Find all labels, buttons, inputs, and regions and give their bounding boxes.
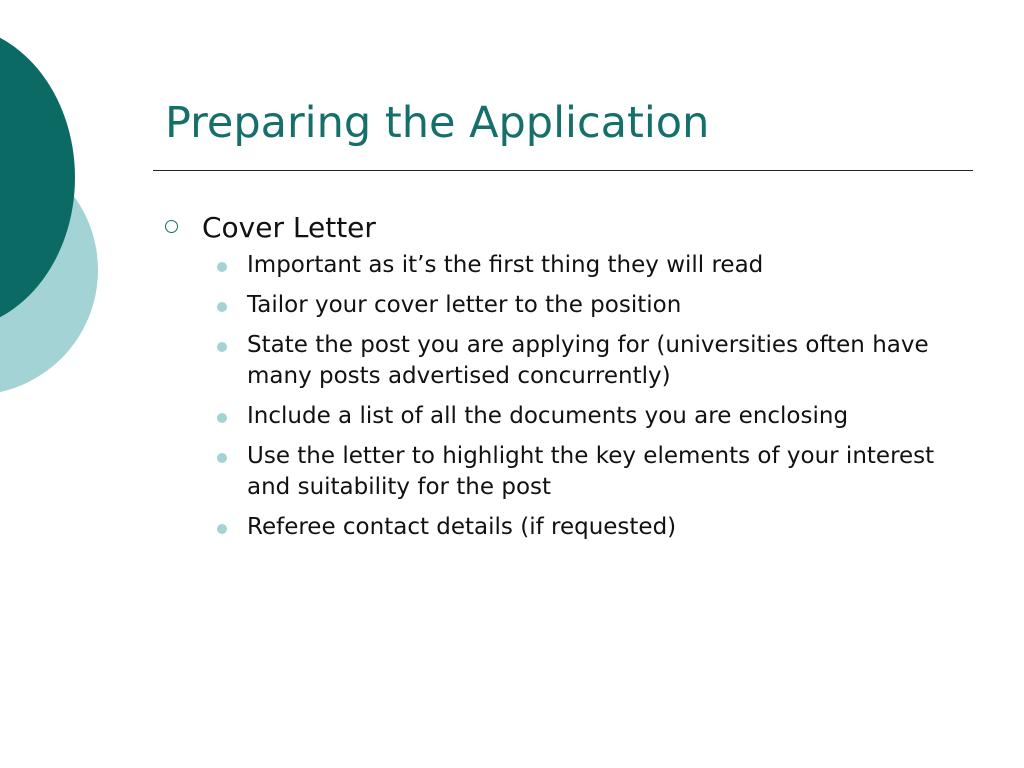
sub-bullet-text: State the post you are applying for (universities often have many posts advertised concurrently) (247, 332, 929, 389)
sub-bullet-text: Referee contact details (if requested) (247, 514, 677, 540)
dot-bullet-icon (217, 413, 227, 423)
slide-content (165, 208, 965, 552)
sub-bullet-item (165, 512, 965, 543)
title-divider (153, 170, 973, 171)
sub-bullet-item (165, 250, 965, 281)
sub-bullet-text: Tailor your cover letter to the position (247, 292, 682, 318)
sub-bullet-item (165, 401, 965, 432)
sub-bullet-item (165, 441, 965, 503)
dot-bullet-icon (217, 302, 227, 312)
dot-bullet-icon (217, 524, 227, 534)
sub-bullet-text: Include a list of all the documents you are enclosing (247, 403, 849, 429)
dot-bullet-icon (217, 262, 227, 272)
bullet-cover-letter (165, 208, 965, 248)
sub-bullet-item (165, 290, 965, 321)
dot-bullet-icon (217, 453, 227, 463)
hollow-circle-bullet-icon (165, 220, 178, 233)
sub-bullet-list (165, 250, 965, 543)
slide-title: Preparing the Application (165, 98, 710, 148)
sub-bullet-item (165, 330, 965, 392)
sub-bullet-text: Use the letter to highlight the key elements of your interest and suitability for the post (247, 443, 935, 500)
bullet-label: Cover Letter (202, 211, 376, 244)
sub-bullet-text: Important as it’s the first thing they will read (247, 252, 764, 278)
dot-bullet-icon (217, 342, 227, 352)
